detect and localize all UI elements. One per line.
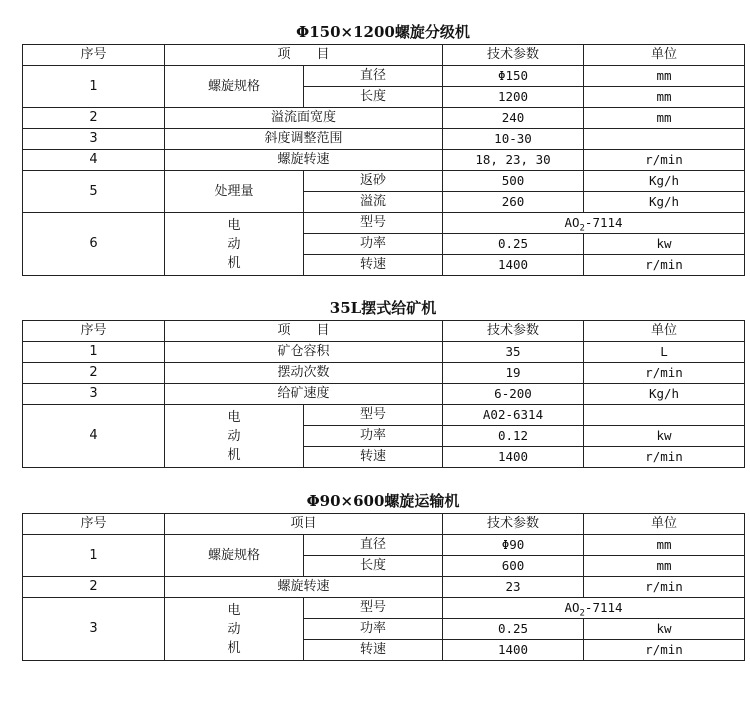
row-no: 5 — [23, 171, 165, 213]
row-no: 4 — [23, 405, 165, 468]
row-item: 螺旋转速 — [165, 577, 443, 598]
row-param-wide — [443, 598, 745, 619]
row-param: 6-200 — [443, 384, 584, 405]
table-row — [23, 577, 745, 598]
row-subitem: 型号 — [304, 405, 443, 426]
row-subitem: 型号 — [304, 213, 443, 234]
row-param: 1400 — [443, 447, 584, 468]
header-no: 序号 — [23, 321, 165, 342]
row-subitem: 直径 — [304, 66, 443, 87]
row-unit: mm — [584, 556, 745, 577]
row-unit: mm — [584, 535, 745, 556]
table-row — [23, 363, 745, 384]
table-header-row — [23, 45, 745, 66]
row-subitem: 功率 — [304, 426, 443, 447]
row-param: 0.25 — [443, 234, 584, 255]
row-param: 1200 — [443, 87, 584, 108]
row-no: 1 — [23, 66, 165, 108]
row-param: 35 — [443, 342, 584, 363]
table-row — [23, 171, 745, 192]
model-suffix: -7114 — [584, 215, 623, 230]
row-item: 矿仓容积 — [165, 342, 443, 363]
row-item: 给矿速度 — [165, 384, 443, 405]
table-row — [23, 150, 745, 171]
row-param: 10-30 — [443, 129, 584, 150]
vertical-char: 动 — [227, 236, 241, 252]
row-subitem: 功率 — [304, 234, 443, 255]
row-param-wide — [443, 213, 745, 234]
row-param: 18, 23, 30 — [443, 150, 584, 171]
vertical-char: 电 — [227, 409, 241, 425]
row-no: 3 — [23, 598, 165, 661]
model-subscript: 2 — [579, 223, 585, 234]
vertical-char: 电 — [227, 217, 241, 233]
row-subitem: 长度 — [304, 556, 443, 577]
row-no: 1 — [23, 535, 165, 577]
row-no: 3 — [23, 384, 165, 405]
row-unit: kw — [584, 426, 745, 447]
row-subitem: 型号 — [304, 598, 443, 619]
model-subscript: 2 — [579, 608, 585, 619]
table-row — [23, 108, 745, 129]
table-row — [23, 405, 745, 426]
table-row — [23, 598, 745, 619]
row-subitem: 直径 — [304, 535, 443, 556]
row-unit: r/min — [584, 447, 745, 468]
row-param: 240 — [443, 108, 584, 129]
header-param: 技术参数 — [443, 514, 584, 535]
row-unit: r/min — [584, 150, 745, 171]
row-param: 260 — [443, 192, 584, 213]
row-subitem: 转速 — [304, 447, 443, 468]
table-row — [23, 213, 745, 234]
row-param: 1400 — [443, 640, 584, 661]
row-unit: kw — [584, 619, 745, 640]
vertical-char: 机 — [227, 640, 241, 656]
row-unit: r/min — [584, 577, 745, 598]
row-no: 2 — [23, 108, 165, 129]
row-param: 0.12 — [443, 426, 584, 447]
header-param: 技术参数 — [443, 45, 584, 66]
header-item: 项 目 — [165, 45, 443, 66]
table1 — [22, 44, 745, 276]
row-item: 斜度调整范围 — [165, 129, 443, 150]
row-item: 摆动次数 — [165, 363, 443, 384]
vertical-char: 机 — [227, 255, 241, 271]
table2-title: 35L摆式给矿机 — [329, 299, 437, 317]
table-header-row — [23, 514, 745, 535]
header-item: 项 目 — [165, 321, 443, 342]
vertical-char: 电 — [227, 602, 241, 618]
row-param: A02-6314 — [443, 405, 584, 426]
row-unit: r/min — [584, 640, 745, 661]
row-subitem: 溢流 — [304, 192, 443, 213]
vertical-char: 机 — [227, 447, 241, 463]
row-no: 2 — [23, 363, 165, 384]
header-unit: 单位 — [584, 514, 745, 535]
row-param: 19 — [443, 363, 584, 384]
row-unit: r/min — [584, 363, 745, 384]
model-prefix: AO — [564, 600, 580, 615]
table-row — [23, 342, 745, 363]
table3 — [22, 513, 745, 661]
header-param: 技术参数 — [443, 321, 584, 342]
row-item-vertical — [165, 598, 304, 661]
row-unit: r/min — [584, 255, 745, 276]
row-no: 4 — [23, 150, 165, 171]
model-suffix: -7114 — [584, 600, 623, 615]
row-no: 2 — [23, 577, 165, 598]
row-subitem: 长度 — [304, 87, 443, 108]
table2 — [22, 320, 745, 468]
row-no: 6 — [23, 213, 165, 276]
row-unit: kw — [584, 234, 745, 255]
row-item-vertical — [165, 213, 304, 276]
row-no: 1 — [23, 342, 165, 363]
row-subitem: 转速 — [304, 640, 443, 661]
row-item: 溢流面宽度 — [165, 108, 443, 129]
row-subitem: 转速 — [304, 255, 443, 276]
table-row — [23, 535, 745, 556]
row-param: 1400 — [443, 255, 584, 276]
row-unit: L — [584, 342, 745, 363]
row-unit: mm — [584, 108, 745, 129]
model-prefix: AO — [564, 215, 580, 230]
row-unit: mm — [584, 66, 745, 87]
row-subitem: 返砂 — [304, 171, 443, 192]
row-subitem: 功率 — [304, 619, 443, 640]
row-param: 23 — [443, 577, 584, 598]
header-no: 序号 — [23, 45, 165, 66]
header-unit: 单位 — [584, 321, 745, 342]
row-item: 螺旋规格 — [165, 535, 304, 577]
row-param: 500 — [443, 171, 584, 192]
table-row — [23, 66, 745, 87]
row-no: 3 — [23, 129, 165, 150]
table1-title: Φ150×1200螺旋分级机 — [296, 23, 470, 41]
table3-title: Φ90×600螺旋运输机 — [306, 492, 460, 510]
row-unit — [584, 405, 745, 426]
row-unit: mm — [584, 87, 745, 108]
row-unit: Kg/h — [584, 171, 745, 192]
header-no: 序号 — [23, 514, 165, 535]
row-item-vertical — [165, 405, 304, 468]
header-unit: 单位 — [584, 45, 745, 66]
vertical-char: 动 — [227, 621, 241, 637]
row-item: 螺旋转速 — [165, 150, 443, 171]
vertical-char: 动 — [227, 428, 241, 444]
table-row — [23, 384, 745, 405]
row-unit: Kg/h — [584, 192, 745, 213]
table-row — [23, 129, 745, 150]
row-param: Φ90 — [443, 535, 584, 556]
row-unit: Kg/h — [584, 384, 745, 405]
row-item: 处理量 — [165, 171, 304, 213]
table-header-row — [23, 321, 745, 342]
row-param: 600 — [443, 556, 584, 577]
row-param: Φ150 — [443, 66, 584, 87]
header-item: 项目 — [165, 514, 443, 535]
row-unit — [584, 129, 745, 150]
row-param: 0.25 — [443, 619, 584, 640]
row-item: 螺旋规格 — [165, 66, 304, 108]
